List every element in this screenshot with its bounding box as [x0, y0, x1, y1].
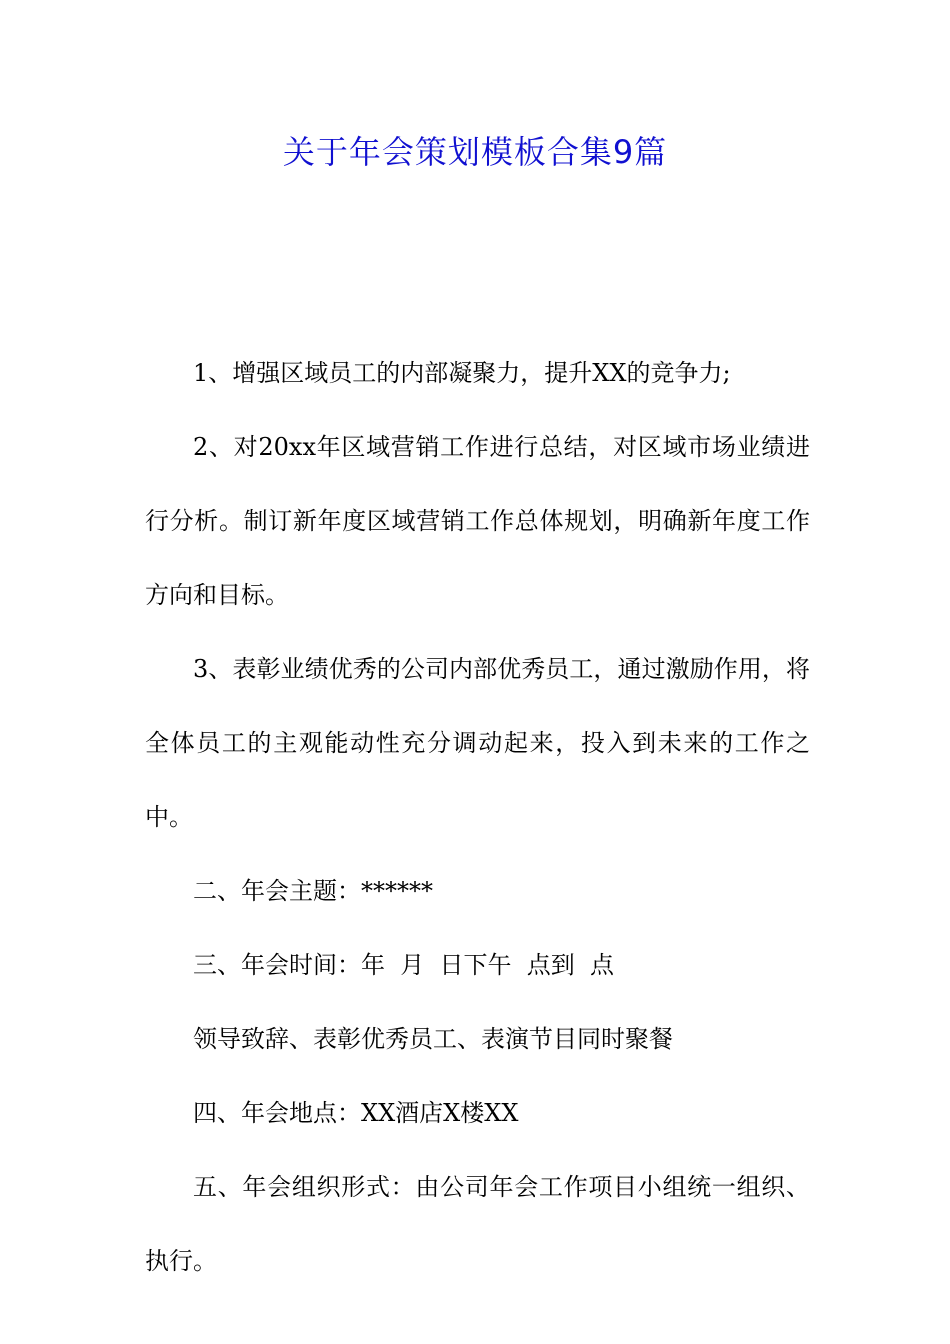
paragraph-theme: 二、年会主题：******	[193, 877, 433, 905]
paragraph-time: 三、年会时间：年 月 日下午 点到 点	[193, 951, 615, 979]
paragraph-location: 四、年会地点：XX酒店X楼XX	[193, 1099, 519, 1127]
paragraph-goal-2: 2、对20xx年区域营销工作进行总结，对区域市场业绩进行分析。制订新年度区域营销工作总体规划，明确新年度工作方向和目标。	[145, 433, 810, 609]
paragraph-agenda: 领导致辞、表彰优秀员工、表演节目同时聚餐	[193, 1025, 673, 1053]
document-title: 关于年会策划模板合集9篇	[282, 133, 668, 171]
document-body	[145, 336, 810, 1298]
paragraph-goal-3: 3、表彰业绩优秀的公司内部优秀员工，通过激励作用，将全体员工的主观能动性充分调动起来，投入到未来的工作之中。	[145, 655, 810, 831]
paragraph-goal-1: 1、增强区域员工的内部凝聚力，提升XX的竞争力;	[193, 359, 731, 387]
paragraph-organization: 五、年会组织形式：由公司年会工作项目小组统一组织、执行。	[145, 1173, 810, 1275]
